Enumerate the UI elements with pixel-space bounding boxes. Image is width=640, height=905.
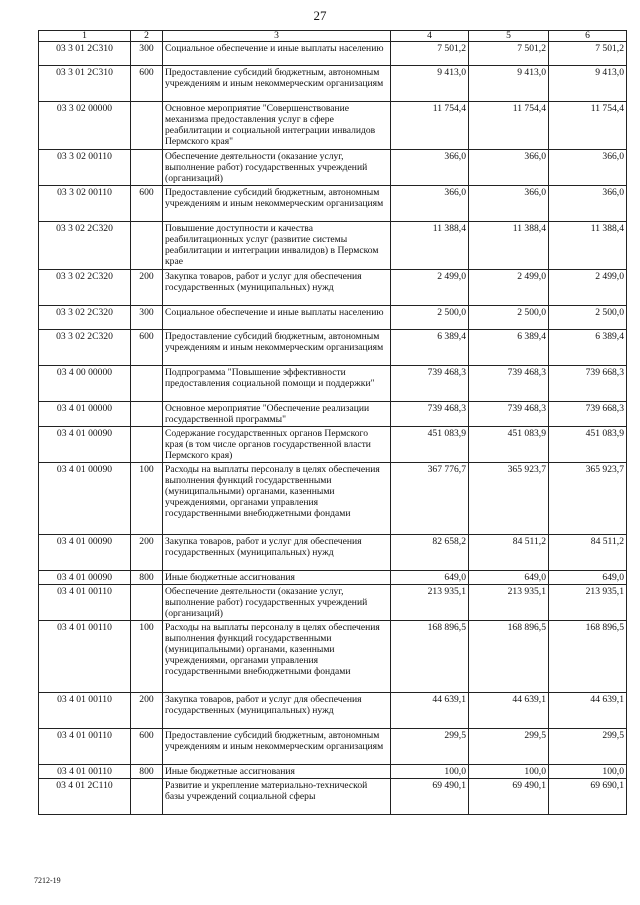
cell-value-col6: 366,0 [549, 150, 627, 186]
cell-expense-type: 200 [131, 535, 163, 571]
cell-expense-type [131, 427, 163, 463]
cell-value-col4: 739 468,3 [391, 366, 469, 402]
cell-value-col5: 6 389,4 [469, 330, 549, 366]
cell-value-col6: 366,0 [549, 186, 627, 222]
cell-value-col5: 168 896,5 [469, 621, 549, 693]
cell-value-col5: 451 083,9 [469, 427, 549, 463]
cell-code: 03 4 01 00090 [39, 571, 131, 585]
cell-value-col5: 366,0 [469, 150, 549, 186]
cell-value-col6: 213 935,1 [549, 585, 627, 621]
cell-value-col4: 451 083,9 [391, 427, 469, 463]
budget-table [38, 30, 627, 815]
cell-value-col5: 11 754,4 [469, 102, 549, 150]
cell-value-col4: 2 499,0 [391, 270, 469, 306]
cell-value-col5: 7 501,2 [469, 42, 549, 66]
cell-code: 03 4 01 00000 [39, 402, 131, 427]
cell-value-col4: 44 639,1 [391, 693, 469, 729]
cell-value-col4: 366,0 [391, 150, 469, 186]
table-row [39, 729, 627, 765]
cell-value-col4: 11 388,4 [391, 222, 469, 270]
cell-value-col5: 2 500,0 [469, 306, 549, 330]
cell-expense-type [131, 585, 163, 621]
cell-value-col6: 649,0 [549, 571, 627, 585]
cell-name: Предоставление субсидий бюджетным, автономным учреждениям и иным некоммерческим организациям [163, 186, 391, 222]
cell-name: Иные бюджетные ассигнования [163, 571, 391, 585]
cell-expense-type: 800 [131, 765, 163, 779]
cell-value-col6: 739 668,3 [549, 402, 627, 427]
cell-code: 03 3 02 00000 [39, 102, 131, 150]
table-row [39, 330, 627, 366]
cell-value-col6: 69 690,1 [549, 779, 627, 815]
cell-value-col4: 649,0 [391, 571, 469, 585]
cell-name: Подпрограмма "Повышение эффективности предоставления социальной помощи и поддержки" [163, 366, 391, 402]
table-row [39, 102, 627, 150]
cell-value-col4: 11 754,4 [391, 102, 469, 150]
cell-name: Основное мероприятие "Обеспечение реализации государственной программы" [163, 402, 391, 427]
cell-code: 03 3 01 2C310 [39, 66, 131, 102]
header-col-1: 1 [39, 31, 131, 42]
cell-code: 03 3 02 2C320 [39, 270, 131, 306]
cell-code: 03 4 01 00090 [39, 427, 131, 463]
cell-value-col4: 7 501,2 [391, 42, 469, 66]
cell-name: Предоставление субсидий бюджетным, автономным учреждениям и иным некоммерческим организациям [163, 729, 391, 765]
cell-value-col5: 213 935,1 [469, 585, 549, 621]
cell-value-col4: 69 490,1 [391, 779, 469, 815]
cell-name: Расходы на выплаты персоналу в целях обеспечения выполнения функций государственными (муниципальными) органами, казенными учреждениями, органами управления государственными внебюджетными фондами [163, 621, 391, 693]
cell-value-col4: 9 413,0 [391, 66, 469, 102]
cell-value-col4: 366,0 [391, 186, 469, 222]
cell-code: 03 4 00 00000 [39, 366, 131, 402]
cell-expense-type: 300 [131, 42, 163, 66]
cell-expense-type [131, 366, 163, 402]
cell-value-col6: 2 500,0 [549, 306, 627, 330]
cell-value-col5: 366,0 [469, 186, 549, 222]
cell-name: Закупка товаров, работ и услуг для обеспечения государственных (муниципальных) нужд [163, 535, 391, 571]
cell-value-col4: 82 658,2 [391, 535, 469, 571]
cell-code: 03 4 01 00110 [39, 693, 131, 729]
cell-expense-type: 300 [131, 306, 163, 330]
table-row [39, 270, 627, 306]
table-row [39, 571, 627, 585]
cell-value-col4: 739 468,3 [391, 402, 469, 427]
table-row [39, 585, 627, 621]
cell-expense-type: 600 [131, 66, 163, 102]
cell-expense-type [131, 102, 163, 150]
cell-value-col5: 649,0 [469, 571, 549, 585]
cell-expense-type [131, 222, 163, 270]
table-row [39, 463, 627, 535]
cell-name: Закупка товаров, работ и услуг для обеспечения государственных (муниципальных) нужд [163, 270, 391, 306]
cell-code: 03 4 01 2C110 [39, 779, 131, 815]
cell-code: 03 4 01 00110 [39, 765, 131, 779]
cell-value-col5: 100,0 [469, 765, 549, 779]
cell-name: Обеспечение деятельности (оказание услуг, выполнение работ) государственных учреждений (организаций) [163, 150, 391, 186]
cell-name: Социальное обеспечение и иные выплаты населению [163, 306, 391, 330]
cell-value-col4: 2 500,0 [391, 306, 469, 330]
cell-code: 03 3 02 00110 [39, 186, 131, 222]
cell-value-col6: 9 413,0 [549, 66, 627, 102]
table-row [39, 42, 627, 66]
cell-value-col5: 84 511,2 [469, 535, 549, 571]
table-row [39, 366, 627, 402]
cell-value-col6: 299,5 [549, 729, 627, 765]
cell-code: 03 4 01 00110 [39, 621, 131, 693]
cell-value-col5: 299,5 [469, 729, 549, 765]
cell-expense-type: 200 [131, 693, 163, 729]
cell-code: 03 4 01 00090 [39, 535, 131, 571]
cell-value-col6: 11 388,4 [549, 222, 627, 270]
cell-name: Развитие и укрепление материально-технической базы учреждений социальной сферы [163, 779, 391, 815]
table-row [39, 765, 627, 779]
cell-value-col5: 2 499,0 [469, 270, 549, 306]
cell-name: Социальное обеспечение и иные выплаты населению [163, 42, 391, 66]
cell-name: Предоставление субсидий бюджетным, автономным учреждениям и иным некоммерческим организациям [163, 66, 391, 102]
cell-value-col6: 84 511,2 [549, 535, 627, 571]
cell-expense-type: 100 [131, 463, 163, 535]
cell-expense-type: 600 [131, 729, 163, 765]
cell-expense-type: 600 [131, 186, 163, 222]
table-body [39, 42, 627, 815]
cell-value-col5: 69 490,1 [469, 779, 549, 815]
cell-name: Основное мероприятие "Совершенствование механизма предоставления услуг в сфере реабилитации и социальной интеграции инвалидов Пермского края" [163, 102, 391, 150]
header-col-2: 2 [131, 31, 163, 42]
table-row [39, 535, 627, 571]
cell-value-col5: 44 639,1 [469, 693, 549, 729]
header-col-6: 6 [549, 31, 627, 42]
table-header-row [39, 31, 627, 42]
cell-value-col6: 7 501,2 [549, 42, 627, 66]
header-col-4: 4 [391, 31, 469, 42]
table-row [39, 693, 627, 729]
cell-code: 03 3 01 2C310 [39, 42, 131, 66]
cell-name: Иные бюджетные ассигнования [163, 765, 391, 779]
cell-code: 03 3 02 2C320 [39, 222, 131, 270]
cell-code: 03 3 02 2C320 [39, 306, 131, 330]
cell-expense-type: 200 [131, 270, 163, 306]
cell-name: Предоставление субсидий бюджетным, автономным учреждениям и иным некоммерческим организациям [163, 330, 391, 366]
cell-expense-type [131, 402, 163, 427]
cell-code: 03 4 01 00090 [39, 463, 131, 535]
cell-value-col6: 739 668,3 [549, 366, 627, 402]
table-row [39, 186, 627, 222]
cell-value-col4: 6 389,4 [391, 330, 469, 366]
cell-value-col6: 2 499,0 [549, 270, 627, 306]
header-col-5: 5 [469, 31, 549, 42]
table-row [39, 621, 627, 693]
cell-value-col4: 100,0 [391, 765, 469, 779]
cell-value-col5: 739 468,3 [469, 402, 549, 427]
cell-value-col4: 213 935,1 [391, 585, 469, 621]
cell-code: 03 4 01 00110 [39, 729, 131, 765]
cell-name: Расходы на выплаты персоналу в целях обеспечения выполнения функций государственными (муниципальными) органами, казенными учреждениями, органами управления государственными внебюджетными фондами [163, 463, 391, 535]
cell-value-col5: 9 413,0 [469, 66, 549, 102]
cell-expense-type: 600 [131, 330, 163, 366]
table-row [39, 222, 627, 270]
cell-value-col6: 6 389,4 [549, 330, 627, 366]
cell-name: Обеспечение деятельности (оказание услуг, выполнение работ) государственных учреждений (организаций) [163, 585, 391, 621]
cell-value-col6: 451 083,9 [549, 427, 627, 463]
cell-name: Повышение доступности и качества реабилитационных услуг (развитие системы реабилитации и интеграции инвалидов) в Пермском крае [163, 222, 391, 270]
cell-name: Закупка товаров, работ и услуг для обеспечения государственных (муниципальных) нужд [163, 693, 391, 729]
cell-value-col5: 365 923,7 [469, 463, 549, 535]
cell-value-col6: 11 754,4 [549, 102, 627, 150]
cell-code: 03 3 02 2C320 [39, 330, 131, 366]
table-row [39, 306, 627, 330]
cell-value-col5: 739 468,3 [469, 366, 549, 402]
cell-code: 03 4 01 00110 [39, 585, 131, 621]
cell-value-col4: 299,5 [391, 729, 469, 765]
table-row [39, 66, 627, 102]
cell-value-col6: 168 896,5 [549, 621, 627, 693]
footer-code: 7212-19 [34, 876, 61, 885]
cell-expense-type: 100 [131, 621, 163, 693]
cell-value-col6: 365 923,7 [549, 463, 627, 535]
table-row [39, 402, 627, 427]
cell-value-col4: 168 896,5 [391, 621, 469, 693]
cell-value-col6: 44 639,1 [549, 693, 627, 729]
page-number: 27 [313, 8, 327, 23]
table-row [39, 150, 627, 186]
cell-expense-type [131, 779, 163, 815]
table-row [39, 427, 627, 463]
cell-expense-type: 800 [131, 571, 163, 585]
cell-expense-type [131, 150, 163, 186]
cell-name: Содержание государственных органов Пермского края (в том числе органов государственной власти Пермского края) [163, 427, 391, 463]
cell-value-col6: 100,0 [549, 765, 627, 779]
table-row [39, 779, 627, 815]
header-col-3: 3 [163, 31, 391, 42]
cell-value-col4: 367 776,7 [391, 463, 469, 535]
cell-value-col5: 11 388,4 [469, 222, 549, 270]
cell-code: 03 3 02 00110 [39, 150, 131, 186]
